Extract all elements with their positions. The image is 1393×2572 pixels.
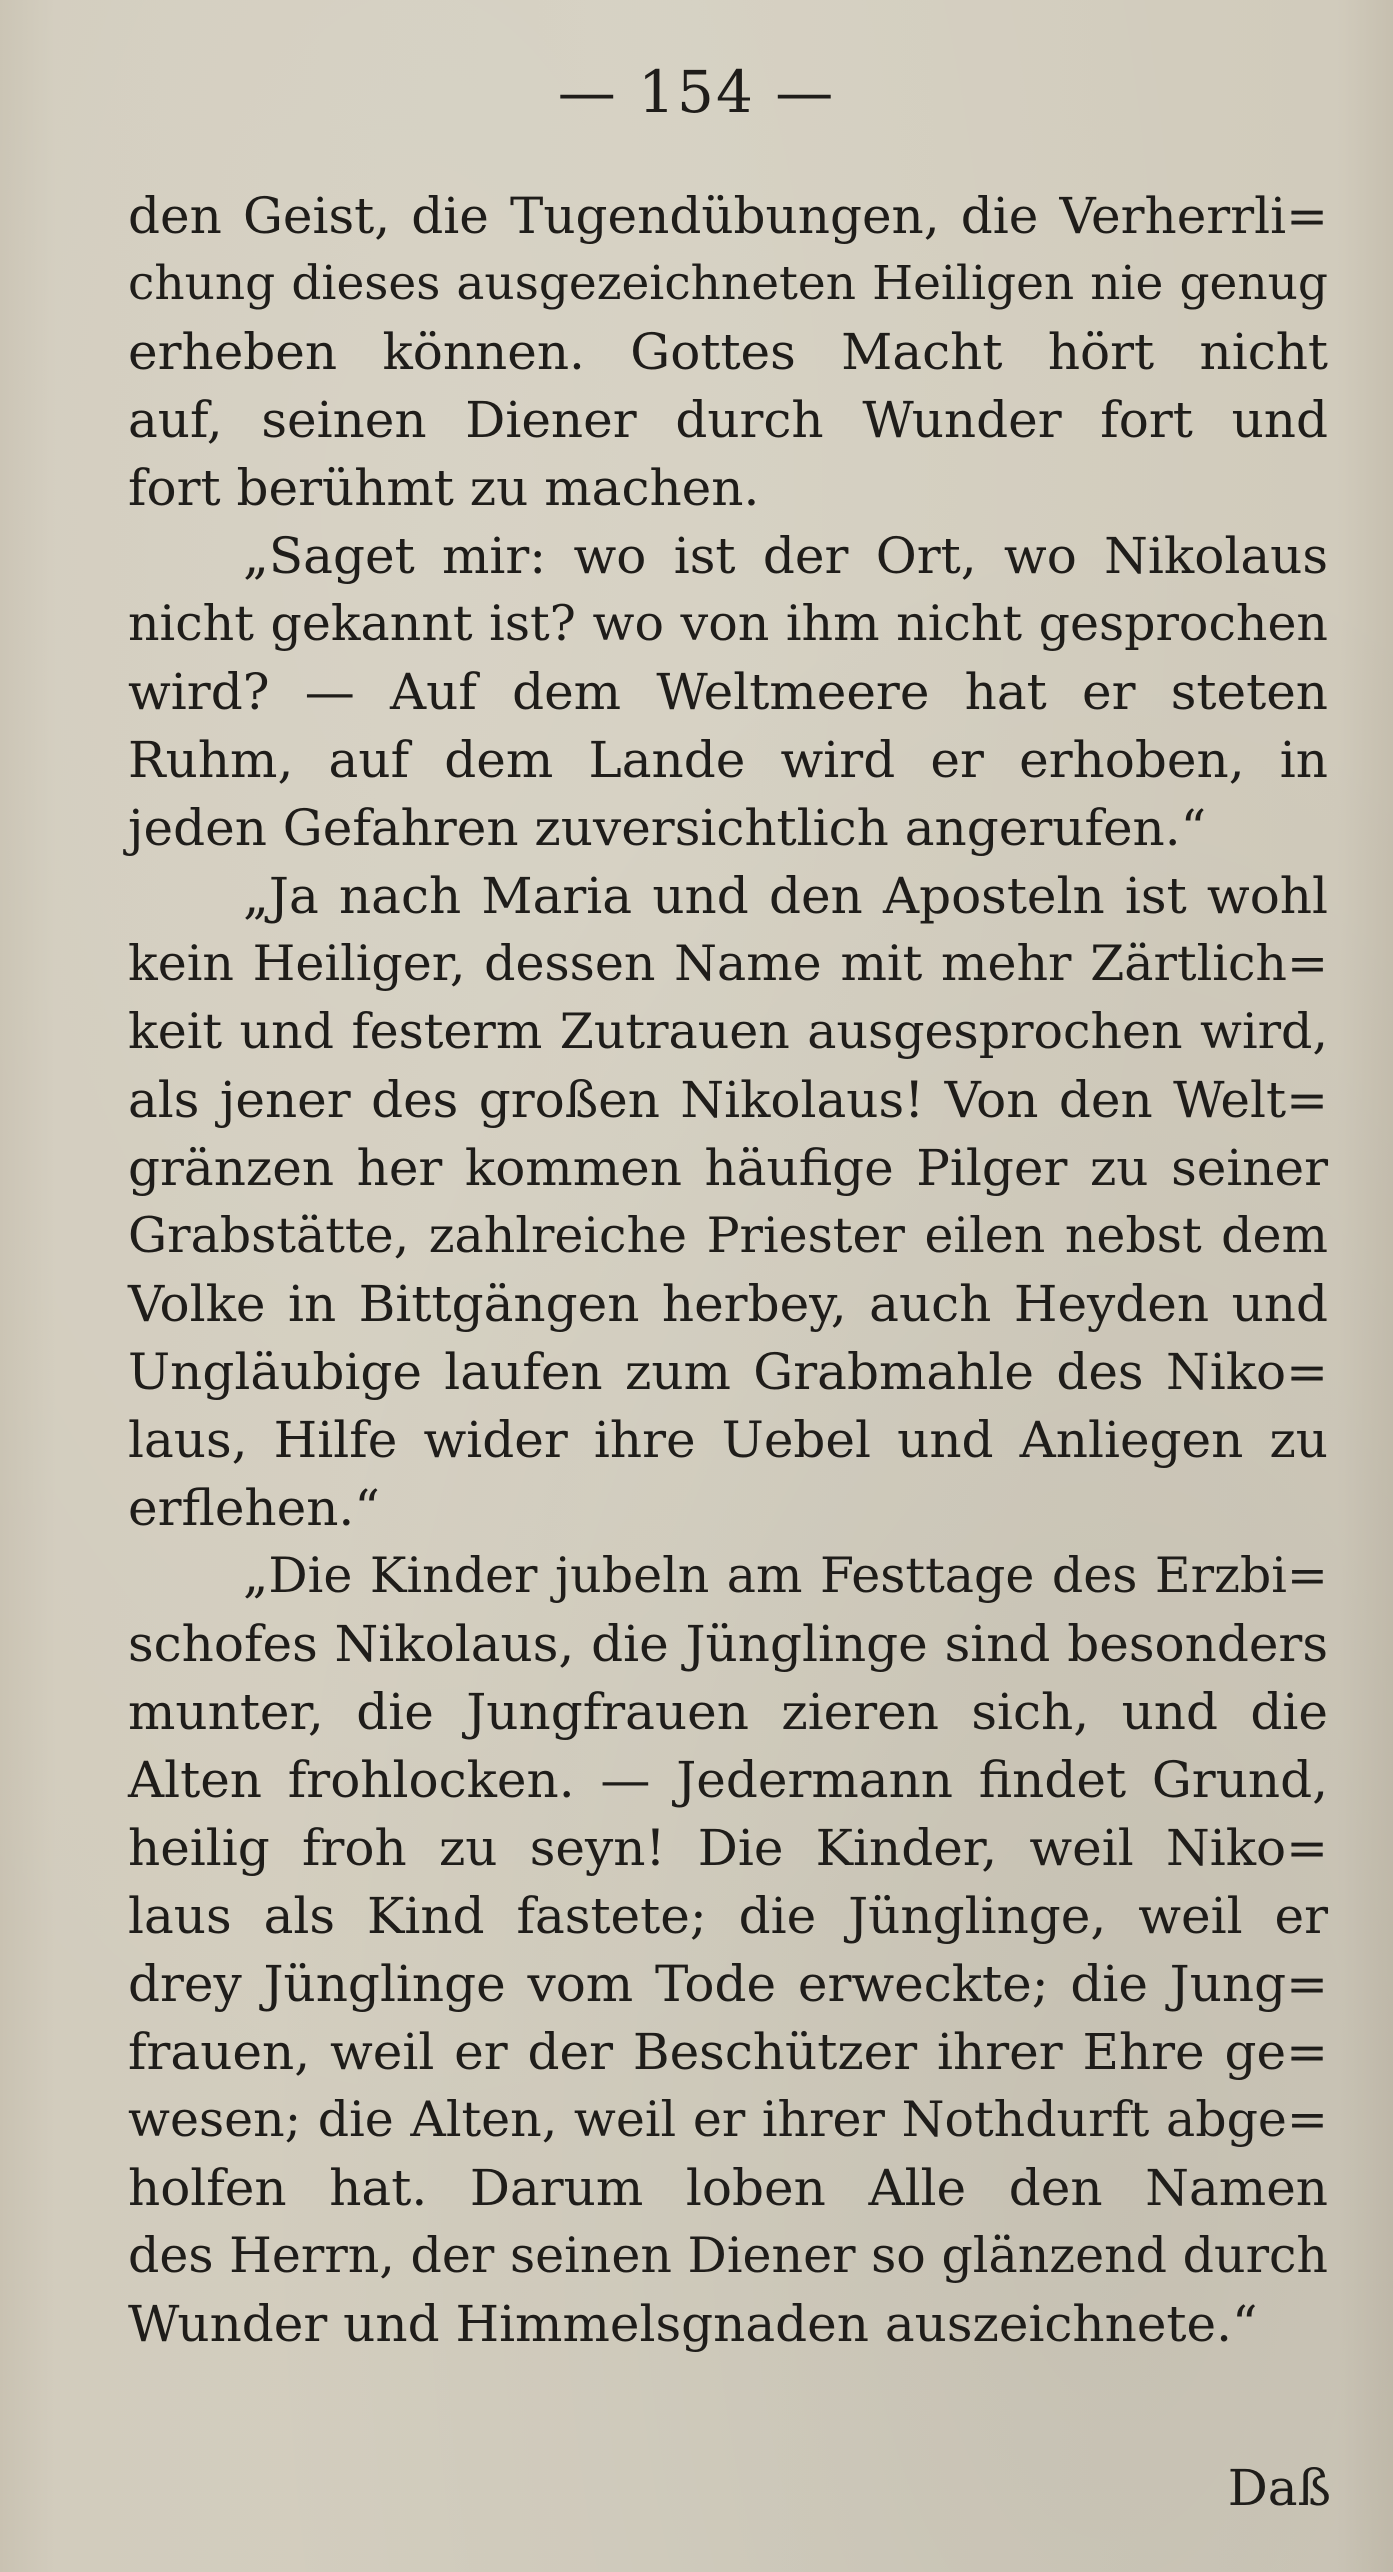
text-line: frauen, weil er der Beschützer ihrer Ehre ge=	[128, 2023, 1328, 2081]
text-line: jeden Gefahren zuversichtlich angerufen.“	[128, 799, 1207, 857]
text-line: fort berühmt zu machen.	[128, 459, 760, 517]
text-line: Grabstätte, zahlreiche Priester eilen nebst dem	[128, 1207, 1328, 1264]
paragraph	[128, 1542, 1328, 2358]
text-line: wird? — Auf dem Weltmeere hat er steten	[128, 663, 1328, 721]
text-line: heilig froh zu seyn! Die Kinder, weil Niko=	[128, 1819, 1328, 1877]
text-line: gränzen her kommen häufige Pilger zu seiner	[128, 1139, 1328, 1197]
text-line: holfen hat. Darum loben Alle den Namen	[128, 2159, 1328, 2217]
paragraph	[128, 182, 1328, 522]
text-line: auf, seinen Diener durch Wunder fort und	[128, 391, 1328, 449]
text-line: kein Heiliger, dessen Name mit mehr Zärtlich=	[128, 935, 1328, 992]
text-line: erflehen.“	[128, 1479, 380, 1537]
text-line: drey Jünglinge vom Tode erweckte; die Jung=	[128, 1955, 1328, 2013]
paragraph	[128, 862, 1328, 1542]
text-line: nicht gekannt ist? wo von ihm nicht gesprochen	[128, 595, 1328, 652]
text-line: munter, die Jungfrauen zieren sich, und die	[128, 1683, 1328, 1741]
text-line: Volke in Bittgängen herbey, auch Heyden und	[128, 1275, 1328, 1333]
catchword: Daß	[1227, 2459, 1331, 2517]
text-line: wesen; die Alten, weil er ihrer Nothdurft abge=	[128, 2091, 1328, 2148]
text-line: schofes Nikolaus, die Jünglinge sind besonders	[128, 1615, 1328, 1673]
text-line: Ungläubige laufen zum Grabmahle des Niko=	[128, 1343, 1328, 1401]
text-line: laus, Hilfe wider ihre Uebel und Anliegen zu	[128, 1411, 1328, 1469]
text-line: „Saget mir: wo ist der Ort, wo Nikolaus	[243, 527, 1328, 585]
text-line: als jener des großen Nikolaus! Von den Welt=	[128, 1071, 1328, 1129]
text-line: laus als Kind fastete; die Jünglinge, weil er	[128, 1887, 1328, 1945]
paragraph	[128, 522, 1328, 862]
page-number: — 154 —	[557, 58, 836, 126]
text-line: des Herrn, der seinen Diener so glänzend durch	[128, 2227, 1328, 2284]
body-text	[128, 182, 1328, 2358]
text-line: „Ja nach Maria und den Aposteln ist wohl	[243, 867, 1328, 925]
text-line: „Die Kinder jubeln am Festtage des Erzbi=	[243, 1547, 1328, 1604]
text-line: keit und festerm Zutrauen ausgesprochen wird,	[128, 1003, 1328, 1060]
text-line: chung dieses ausgezeichneten Heiligen nie genug	[128, 256, 1328, 311]
text-line: erheben können. Gottes Macht hört nicht	[128, 323, 1328, 381]
text-line: Ruhm, auf dem Lande wird er erhoben, in	[128, 731, 1328, 789]
text-line: den Geist, die Tugendübungen, die Verherrli=	[128, 187, 1328, 245]
text-line: Wunder und Himmelsgnaden auszeichnete.“	[128, 2295, 1258, 2353]
text-line: Alten frohlocken. — Jedermann findet Grund,	[128, 1751, 1328, 1809]
